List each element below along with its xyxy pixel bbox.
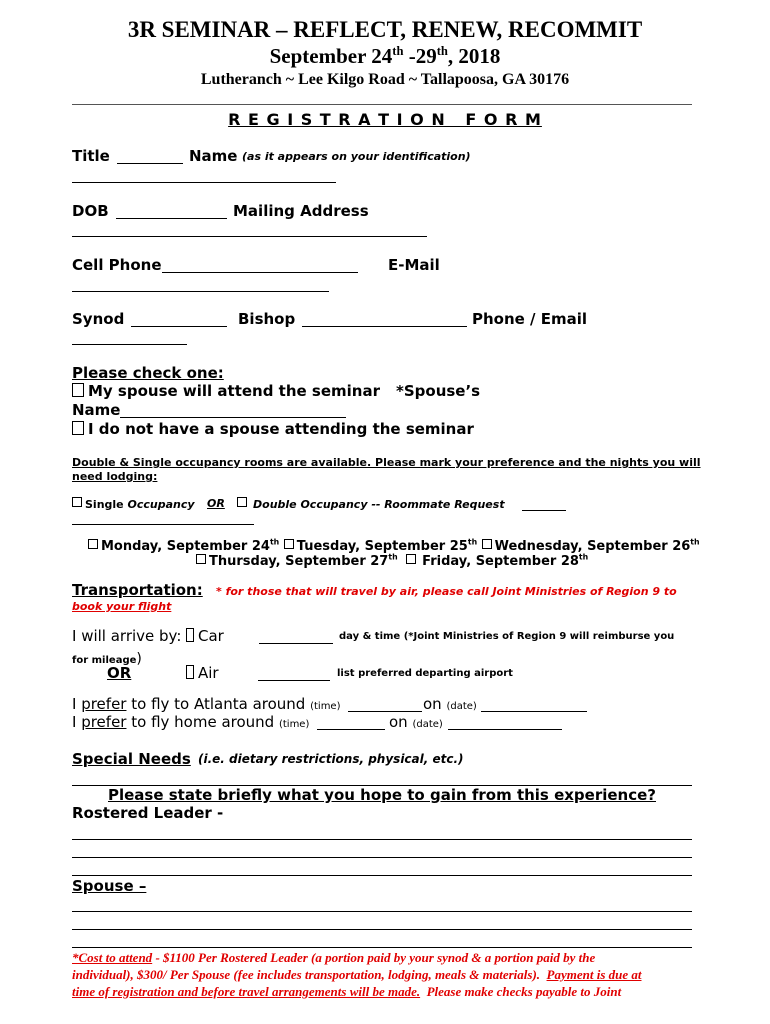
rostered-leader-label: Rostered Leader -	[72, 804, 224, 822]
arrival-time-input[interactable]	[348, 711, 422, 712]
spouse-answer-line-2[interactable]	[72, 929, 692, 930]
dob-input[interactable]	[116, 218, 227, 219]
email-input[interactable]	[72, 291, 329, 292]
occupancy-or: OR	[207, 497, 225, 510]
arrival-on-label: on (date)	[423, 695, 477, 713]
wednesday-checkbox[interactable]	[482, 539, 492, 549]
seminar-dates: September 24th -29th, 2018	[269, 44, 501, 68]
special-needs-note: (i.e. dietary restrictions, physical, etc.)	[198, 752, 464, 766]
car-note: day & time (*Joint Ministries of Region 9 will reimburse you	[339, 631, 675, 642]
night-wednesday[interactable]: Wednesday, September 26th	[482, 539, 700, 554]
double-occupancy-option[interactable]: Double Occupancy -- Roommate Request	[237, 497, 505, 511]
mailing-address-input[interactable]	[72, 236, 427, 237]
gain-question: Please state briefly what you hope to gain from this experience?	[108, 786, 656, 804]
spouse-name-input[interactable]	[120, 417, 346, 418]
spouse-answer-label: Spouse –	[72, 877, 147, 895]
synod-label: Synod	[72, 310, 125, 328]
single-occupancy-checkbox[interactable]	[72, 497, 82, 507]
thursday-checkbox[interactable]	[196, 554, 206, 564]
email-label: E-Mail	[388, 256, 440, 274]
night-monday[interactable]: Monday, September 24th	[88, 539, 279, 554]
special-needs-heading: Special Needs	[72, 750, 191, 768]
transportation-note-2: book your flight	[72, 600, 172, 613]
form-title: R E G I S T R A T I O N F O R M	[228, 110, 542, 129]
tuesday-checkbox[interactable]	[284, 539, 294, 549]
spouse-attend-checkbox[interactable]	[72, 383, 84, 397]
title-label: Title	[72, 147, 110, 165]
double-occupancy-checkbox[interactable]	[237, 497, 247, 507]
title-input[interactable]	[117, 163, 183, 164]
departure-date-input[interactable]	[448, 729, 562, 730]
departure-on-label: on (date)	[389, 713, 443, 731]
air-note: list preferred departing airport	[337, 668, 513, 679]
name-input[interactable]	[72, 182, 336, 183]
spouse-answer-line-1[interactable]	[72, 911, 692, 912]
occupancy-notice: Double & Single occupancy rooms are available. Please mark your preference and the nights you will need lodging:	[72, 456, 701, 483]
no-spouse-option[interactable]: I do not have a spouse attending the seminar	[72, 420, 474, 438]
arrival-date-input[interactable]	[481, 711, 587, 712]
mailing-address-label: Mailing Address	[233, 202, 369, 220]
transportation-note: * for those that will travel by air, please call Joint Ministries of Region 9 to	[216, 585, 677, 598]
arrive-by-label: I will arrive by:	[72, 627, 182, 645]
departure-time-input[interactable]	[317, 729, 385, 730]
single-occupancy-option[interactable]: Single Occupancy	[72, 497, 195, 511]
nights-row-2	[196, 553, 588, 569]
synod-input[interactable]	[131, 326, 227, 327]
car-option[interactable]: Car	[186, 627, 224, 645]
departing-airport-input[interactable]	[258, 680, 330, 681]
leader-answer-line-3[interactable]	[72, 875, 692, 876]
seminar-location: Lutheranch ~ Lee Kilgo Road ~ Tallapoosa, GA 30176	[200, 71, 570, 88]
transportation-heading: Transportation:	[72, 581, 203, 599]
no-spouse-checkbox[interactable]	[72, 421, 84, 435]
bishop-label: Bishop	[238, 310, 296, 328]
roommate-request-input-2[interactable]	[72, 524, 254, 525]
car-checkbox[interactable]	[186, 628, 194, 642]
spouse-answer-line-3[interactable]	[72, 947, 692, 948]
fly-to-atlanta: I prefer to fly to Atlanta around (time)	[72, 695, 341, 713]
air-checkbox[interactable]	[186, 665, 194, 679]
spouse-name-label-2: Name	[72, 401, 121, 419]
car-day-time-input[interactable]	[259, 643, 333, 644]
spouse-name-label: *Spouse’s	[396, 382, 481, 400]
name-note: (as it appears on your identification)	[242, 150, 471, 163]
spouse-attend-option[interactable]: My spouse will attend the seminar	[72, 382, 380, 400]
air-option[interactable]: Air	[186, 664, 219, 682]
leader-answer-line-1[interactable]	[72, 839, 692, 840]
name-label: Name	[189, 147, 238, 165]
dob-label: DOB	[72, 202, 109, 220]
seminar-title: 3R SEMINAR – REFLECT, RENEW, RECOMMIT	[127, 17, 643, 42]
roommate-request-input[interactable]	[522, 510, 566, 511]
night-thursday[interactable]: Thursday, September 27th	[196, 554, 398, 569]
fly-home: I prefer to fly home around (time)	[72, 713, 310, 731]
night-friday[interactable]: Friday, September 28th	[402, 554, 588, 569]
night-tuesday[interactable]: Tuesday, September 25th	[284, 539, 477, 554]
leader-answer-line-2[interactable]	[72, 857, 692, 858]
cell-phone-input[interactable]	[162, 272, 358, 273]
transport-or: OR	[107, 664, 132, 682]
spouse-heading: Please check one:	[72, 364, 224, 382]
cell-phone-label: Cell Phone	[72, 256, 162, 274]
bishop-input[interactable]	[302, 326, 467, 327]
header-divider	[72, 104, 692, 105]
friday-checkbox[interactable]	[406, 554, 416, 564]
cost-notice: *Cost to attend - $1100 Per Rostered Leader (a portion paid by your synod & a portion paid by the individual), $300/ Per Spouse (fee includes transportation, lodging, meals & materials). Payment is due at time of registration and before travel arrangements will be made. Please make checks payable to Joint	[72, 950, 642, 999]
phone-email-label: Phone / Email	[472, 310, 588, 328]
mileage-note: for mileage)	[72, 651, 142, 667]
phone-email-input[interactable]	[72, 344, 187, 345]
monday-checkbox[interactable]	[88, 539, 98, 549]
nights-row-1	[88, 538, 700, 554]
